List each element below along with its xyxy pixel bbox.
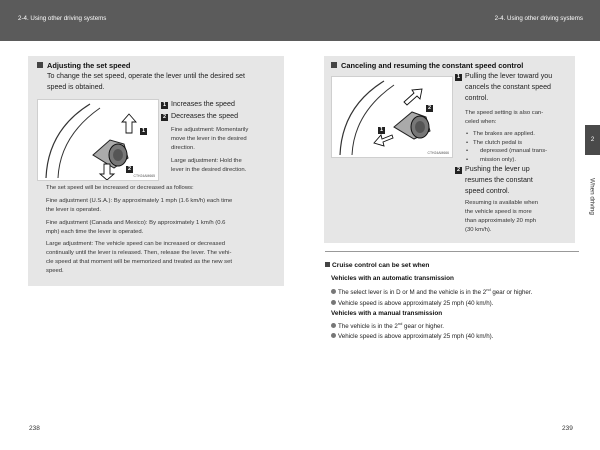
item-decrease: 2 Decreases the speed <box>162 112 239 120</box>
header-right-title: 2-4. Using other driving systems <box>494 15 583 22</box>
header-left-title: 2-4. Using other driving systems <box>18 15 107 22</box>
figure-marker-1: 1 <box>141 128 146 134</box>
manual-condition-1: The vehicle is in the 2nd gear or higher. <box>331 321 444 330</box>
figure-id: CTH24AM666 <box>427 151 449 155</box>
arrow-pull-icon <box>374 135 393 146</box>
steering-lever-illustration <box>38 100 158 180</box>
figure-marker-2: 2 <box>127 166 132 172</box>
cancel-resume-title: Canceling and resuming the constant speed control <box>331 61 523 70</box>
section-square-icon <box>331 62 337 68</box>
figure-id: CTH24AM665 <box>133 174 155 178</box>
auto-condition-2: Vehicle speed is above approximately 25 mph (40 km/h). <box>331 300 493 307</box>
chapter-tab: 2 <box>585 125 600 155</box>
arrow-up-icon <box>404 89 422 105</box>
auto-transmission-heading: Vehicles with an automatic transmission <box>331 275 454 282</box>
list-item: • mission only). <box>465 156 575 165</box>
adjust-intro: To change the set speed, operate the lever until the desired set speed is obtained. <box>47 72 245 91</box>
item-resume: 2 Pushing the lever up resumes the constant speed control. <box>456 165 533 195</box>
item-cancel: 1 Pulling the lever toward you cancels the constant speed control. <box>456 72 553 102</box>
bullet-icon <box>331 333 336 338</box>
section-divider <box>325 251 579 252</box>
figure-marker-2: 2 <box>427 105 432 111</box>
item-increase: 1 Increases the speed <box>162 100 235 108</box>
lever-figure-cancel <box>331 76 453 158</box>
adjust-p2: Fine adjustment (U.S.A.): By approximately 1 mph (1.6 km/h) each time the lever is operated. <box>46 198 233 213</box>
resume-note: Resuming is available when the vehicle speed is more than approximately 20 mph (30 km/h). <box>465 200 539 233</box>
large-adjustment-text: Large adjustment: Hold the lever in the desired direction. <box>171 158 247 173</box>
cancel-conditions-list <box>465 130 575 164</box>
page-header <box>0 0 600 41</box>
chapter-label: When driving <box>588 178 596 215</box>
arrow-up-icon <box>122 114 136 133</box>
conditions-title: Cruise control can be set when <box>325 262 429 269</box>
fine-adjustment-text: Fine adjustment: Momentarily move the lever in the desired direction. <box>171 127 249 151</box>
bullet-icon <box>331 300 336 305</box>
section-square-icon <box>37 62 43 68</box>
bullet-icon <box>331 289 336 294</box>
adjust-p3: Fine adjustment (Canada and Mexico): By approximately 1 km/h (0.6 mph) each time the lever is operated. <box>46 220 226 235</box>
adjust-speed-title: Adjusting the set speed <box>37 61 130 70</box>
list-item: • depressed (manual trans- <box>465 147 575 156</box>
page-number-right: 239 <box>562 425 573 432</box>
steering-lever-illustration <box>332 77 452 157</box>
list-item: • The brakes are applied. <box>465 130 575 139</box>
bullet-icon <box>331 323 336 328</box>
figure-marker-1: 1 <box>379 127 384 133</box>
manual-transmission-heading: Vehicles with a manual transmission <box>331 310 443 317</box>
section-square-icon <box>325 262 330 267</box>
auto-condition-1: The select lever is in D or M and the vehicle is in the 2nd gear or higher. <box>331 287 532 296</box>
lever-figure-adjust <box>37 99 159 181</box>
cancel-note: The speed setting is also can- celed when: <box>465 110 544 125</box>
manual-condition-2: Vehicle speed is above approximately 25 mph (40 km/h). <box>331 333 493 340</box>
adjust-p1: The set speed will be increased or decreased as follows: <box>46 185 194 191</box>
page-number-left: 238 <box>29 425 40 432</box>
list-item: • The clutch pedal is <box>465 139 575 148</box>
adjust-p4: Large adjustment: The vehicle speed can be increased or decreased continually until the lever is released. Then, release the lever. The vehi- cle speed at that moment will be memorized and treated as the new set speed. <box>46 241 232 274</box>
